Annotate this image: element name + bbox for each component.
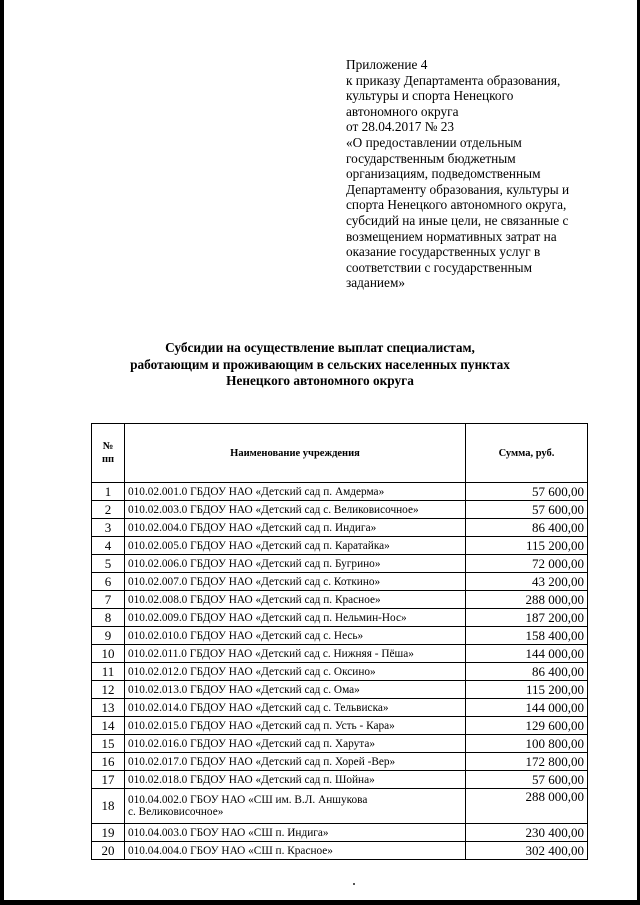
- row-institution: 010.02.001.0 ГБДОУ НАО «Детский сад п. Амдерма»: [125, 483, 466, 501]
- table-row: [92, 627, 588, 645]
- appendix-line: спорта Ненецкого автономного округа,: [346, 197, 567, 213]
- row-number: 14: [92, 717, 125, 735]
- appendix-line: культуры и спорта Ненецкого: [346, 88, 514, 104]
- table-row: [92, 663, 588, 681]
- row-number: 16: [92, 753, 125, 771]
- row-sum: 57 600,00: [466, 771, 588, 789]
- row-institution: 010.04.004.0 ГБОУ НАО «СШ п. Красное»: [125, 842, 466, 860]
- row-sum: 158 400,00: [466, 627, 588, 645]
- scan-edge-left: [0, 0, 4, 905]
- table-row: [92, 824, 588, 842]
- appendix-line: соответствии с государственным: [346, 259, 533, 275]
- row-number: 2: [92, 501, 125, 519]
- table-row: [92, 717, 588, 735]
- table-row: [92, 699, 588, 717]
- row-institution: 010.02.017.0 ГБДОУ НАО «Детский сад п. Хорей -Вер»: [125, 753, 466, 771]
- row-number: 5: [92, 555, 125, 573]
- title-line-3: Ненецкого автономного округа: [226, 373, 414, 388]
- row-institution: 010.02.018.0 ГБДОУ НАО «Детский сад п. Шойна»: [125, 771, 466, 789]
- appendix-line: Департаменту образования, культуры и: [346, 181, 570, 197]
- row-number: 1: [92, 483, 125, 501]
- appendix-line: автономного округа: [346, 103, 459, 119]
- row-number: 9: [92, 627, 125, 645]
- appendix-line: субсидий на иные цели, не связанные с: [346, 212, 569, 228]
- row-institution: 010.02.008.0 ГБДОУ НАО «Детский сад п. Красное»: [125, 591, 466, 609]
- row-number: 4: [92, 537, 125, 555]
- row-sum: 302 400,00: [466, 842, 588, 860]
- row-institution: 010.02.012.0 ГБДОУ НАО «Детский сад с. Оксино»: [125, 663, 466, 681]
- appendix-block: [346, 57, 606, 291]
- row-sum: 115 200,00: [466, 537, 588, 555]
- row-number: 18: [92, 789, 125, 824]
- appendix-line: к приказу Департамента образования,: [346, 72, 561, 88]
- row-institution: 010.02.004.0 ГБДОУ НАО «Детский сад п. Индига»: [125, 519, 466, 537]
- table-row: [92, 842, 588, 860]
- row-institution: 010.02.011.0 ГБДОУ НАО «Детский сад с. Нижняя - Пёша»: [125, 645, 466, 663]
- row-number: 15: [92, 735, 125, 753]
- row-sum: 288 000,00: [466, 591, 588, 609]
- row-institution: 010.02.016.0 ГБДОУ НАО «Детский сад п. Харута»: [125, 735, 466, 753]
- row-institution-line-2: с. Великовисочное»: [128, 806, 224, 818]
- table-row: [92, 501, 588, 519]
- row-institution: 010.04.003.0 ГБОУ НАО «СШ п. Индига»: [125, 824, 466, 842]
- appendix-line: государственным бюджетным: [346, 150, 516, 166]
- row-number: 8: [92, 609, 125, 627]
- row-institution: 010.02.005.0 ГБДОУ НАО «Детский сад п. Каратайка»: [125, 537, 466, 555]
- row-sum: 187 200,00: [466, 609, 588, 627]
- title-line-1: Субсидии на осуществление выплат специалистам,: [165, 340, 475, 355]
- row-sum: 57 600,00: [466, 483, 588, 501]
- table-row: [92, 771, 588, 789]
- row-sum: 172 800,00: [466, 753, 588, 771]
- table-row: [92, 609, 588, 627]
- table-row: [92, 789, 588, 824]
- row-sum: 100 800,00: [466, 735, 588, 753]
- subsidy-table: [91, 423, 588, 860]
- header-number: № пп: [92, 424, 125, 483]
- row-number: 12: [92, 681, 125, 699]
- scan-edge-bottom: [0, 900, 640, 905]
- row-sum: 230 400,00: [466, 824, 588, 842]
- table-row: [92, 573, 588, 591]
- header-institution-name: Наименование учреждения: [125, 424, 466, 483]
- row-number: 10: [92, 645, 125, 663]
- row-institution: 010.02.013.0 ГБДОУ НАО «Детский сад с. Ома»: [125, 681, 466, 699]
- table-row: [92, 537, 588, 555]
- appendix-line: возмещением нормативных затрат на: [346, 228, 557, 244]
- row-institution: 010.02.014.0 ГБДОУ НАО «Детский сад с. Тельвиска»: [125, 699, 466, 717]
- row-sum: 57 600,00: [466, 501, 588, 519]
- table-row: [92, 753, 588, 771]
- row-number: 13: [92, 699, 125, 717]
- row-institution: 010.02.010.0 ГБДОУ НАО «Детский сад с. Несь»: [125, 627, 466, 645]
- appendix-line: «О предоставлении отдельным: [346, 134, 522, 150]
- row-sum: 86 400,00: [466, 519, 588, 537]
- table-header-row: [92, 424, 588, 483]
- row-number: 7: [92, 591, 125, 609]
- row-number: 20: [92, 842, 125, 860]
- appendix-line: оказание государственных услуг в: [346, 244, 541, 260]
- scan-speck: [353, 883, 355, 885]
- row-number: 19: [92, 824, 125, 842]
- row-institution: 010.02.003.0 ГБДОУ НАО «Детский сад с. Великовисочное»: [125, 501, 466, 519]
- row-institution: 010.02.009.0 ГБДОУ НАО «Детский сад п. Нельмин-Нос»: [125, 609, 466, 627]
- row-sum: 288 000,00: [466, 789, 588, 824]
- row-sum: 43 200,00: [466, 573, 588, 591]
- appendix-line: организациям, подведомственным: [346, 166, 541, 182]
- row-institution: 010.02.007.0 ГБДОУ НАО «Детский сад с. Коткино»: [125, 573, 466, 591]
- row-sum: 86 400,00: [466, 663, 588, 681]
- row-institution: 010.02.015.0 ГБДОУ НАО «Детский сад п. Усть - Кара»: [125, 717, 466, 735]
- table-row: [92, 519, 588, 537]
- table-row: [92, 591, 588, 609]
- appendix-line: от 28.04.2017 № 23: [346, 119, 455, 135]
- row-sum: 72 000,00: [466, 555, 588, 573]
- row-number: 11: [92, 663, 125, 681]
- table-row: [92, 735, 588, 753]
- row-number: 17: [92, 771, 125, 789]
- row-sum: 144 000,00: [466, 645, 588, 663]
- appendix-line: заданием»: [346, 275, 406, 291]
- header-sum: Сумма, руб.: [466, 424, 588, 483]
- row-number: 6: [92, 573, 125, 591]
- row-sum: 144 000,00: [466, 699, 588, 717]
- title-line-2: работающим и проживающим в сельских населенных пунктах: [130, 356, 510, 372]
- table-row: [92, 555, 588, 573]
- row-institution: 010.02.006.0 ГБДОУ НАО «Детский сад п. Бугрино»: [125, 555, 466, 573]
- table-row: [92, 483, 588, 501]
- row-sum: 129 600,00: [466, 717, 588, 735]
- table-row: [92, 645, 588, 663]
- row-institution-line-1: 010.04.002.0 ГБОУ НАО «СШ им. В.Л. Аншукова: [128, 794, 368, 806]
- row-institution: [125, 789, 466, 824]
- table-row: [92, 681, 588, 699]
- row-number: 3: [92, 519, 125, 537]
- document-title: [90, 340, 550, 390]
- appendix-line: Приложение 4: [346, 57, 428, 72]
- row-sum: 115 200,00: [466, 681, 588, 699]
